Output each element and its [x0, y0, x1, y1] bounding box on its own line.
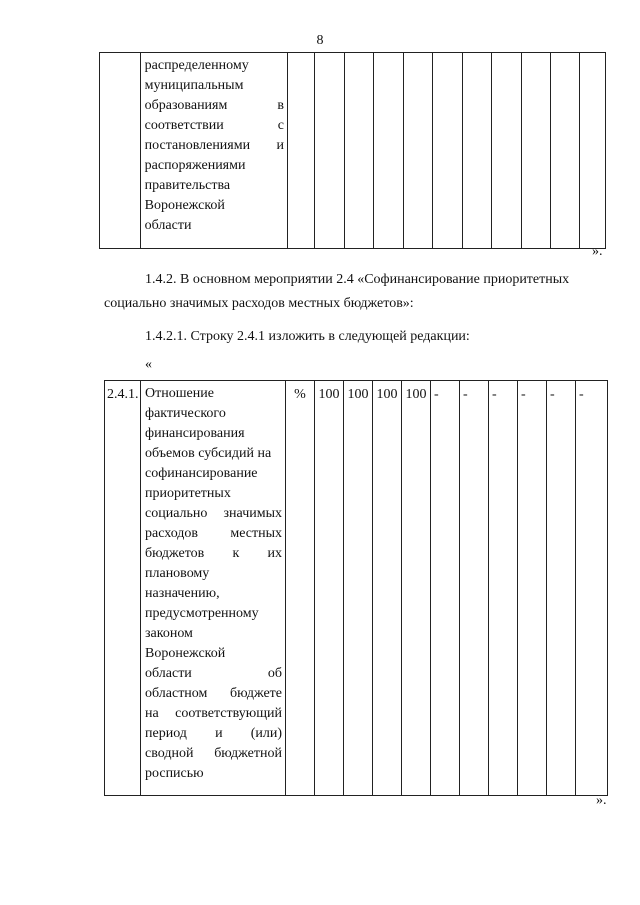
table-cell — [551, 53, 580, 249]
word: к — [232, 546, 240, 561]
description-line: распоряжениями — [144, 158, 246, 173]
value-cell: - — [460, 381, 489, 796]
word: области — [145, 666, 192, 681]
description-line — [145, 724, 282, 744]
description-line: объемов субсидий на — [145, 446, 272, 461]
table-cell — [580, 53, 606, 249]
table-row-2-4-1 — [104, 380, 608, 796]
word: на — [145, 706, 159, 721]
word: и — [215, 726, 223, 741]
value-cell: - — [431, 381, 460, 796]
description-line — [145, 664, 282, 684]
description-line: финансирования — [145, 426, 245, 441]
description-cell — [140, 53, 287, 249]
description-line — [145, 684, 282, 704]
description-line: Отношение — [145, 386, 214, 401]
description-line — [145, 136, 284, 156]
description-line — [145, 96, 284, 116]
word: значимых — [223, 506, 282, 521]
table-cell — [100, 53, 141, 249]
value-cell: - — [489, 381, 518, 796]
description-line — [145, 544, 282, 564]
value-cell: 100 — [373, 381, 402, 796]
table-cell — [374, 53, 403, 249]
word: постановлениями — [144, 138, 251, 153]
word: соответствии — [144, 118, 224, 133]
paragraph: 1.4.2.1. Строку 2.4.1 изложить в следующей редакции: — [145, 329, 470, 344]
word: об — [267, 666, 282, 681]
description-line: Воронежской — [145, 646, 226, 661]
word: образованиям — [144, 98, 228, 113]
table-continuation — [99, 52, 606, 249]
description-line: фактического — [145, 406, 226, 421]
value-cell: 100 — [344, 381, 373, 796]
description-line: плановому — [145, 566, 210, 581]
word: местных — [230, 526, 282, 541]
word: сводной — [145, 746, 194, 761]
table-cell — [315, 53, 344, 249]
closing-quote: ». — [596, 793, 607, 808]
word: расходов — [145, 526, 199, 541]
description-cell — [141, 381, 286, 796]
word: с — [277, 118, 284, 133]
table-cell — [462, 53, 491, 249]
word: соответствующий — [175, 706, 282, 721]
value-cell: 100 — [402, 381, 431, 796]
description-line: Воронежской — [144, 198, 225, 213]
value-cell: 100 — [315, 381, 344, 796]
word: их — [267, 546, 282, 561]
word: период — [145, 726, 187, 741]
description-line — [145, 704, 282, 724]
unit-cell: % — [286, 381, 315, 796]
description-line: софинансирование — [145, 466, 258, 481]
description-line: приоритетных — [145, 486, 231, 501]
word: и — [276, 138, 284, 153]
value-cell: - — [547, 381, 576, 796]
description-line: муниципальным — [144, 78, 244, 93]
word: в — [277, 98, 284, 113]
description-line: предусмотренному — [145, 606, 259, 621]
paragraph-line: 1.4.2. В основном мероприятии 2.4 «Софинансирование приоритетных — [145, 272, 570, 287]
table-cell — [433, 53, 462, 249]
description-line — [145, 504, 282, 524]
row-code: 2.4.1. — [105, 381, 141, 796]
description-line: законом — [145, 626, 193, 641]
word: социально — [145, 506, 208, 521]
value-cell: - — [576, 381, 608, 796]
word: бюджетов — [145, 546, 205, 561]
page-number: 8 — [316, 33, 324, 48]
description-line — [145, 524, 282, 544]
closing-quote: ». — [592, 244, 603, 259]
word: бюджете — [229, 686, 282, 701]
table-cell — [344, 53, 373, 249]
paragraph-line: социально значимых расходов местных бюджетов»: — [104, 296, 414, 311]
description-line — [145, 116, 284, 136]
table-cell — [492, 53, 521, 249]
description-line: распределенному — [144, 58, 249, 73]
word: (или) — [250, 726, 282, 741]
table-cell — [287, 53, 314, 249]
table-cell — [403, 53, 432, 249]
opening-quote: « — [145, 357, 152, 372]
description-line: правительства — [144, 178, 231, 193]
table-cell — [521, 53, 550, 249]
word: областном — [145, 686, 208, 701]
description-line: назначению, — [145, 586, 220, 601]
description-line: росписью — [145, 766, 204, 781]
description-line — [145, 744, 282, 764]
value-cell: - — [518, 381, 547, 796]
word: бюджетной — [214, 746, 282, 761]
description-line: области — [144, 218, 192, 233]
